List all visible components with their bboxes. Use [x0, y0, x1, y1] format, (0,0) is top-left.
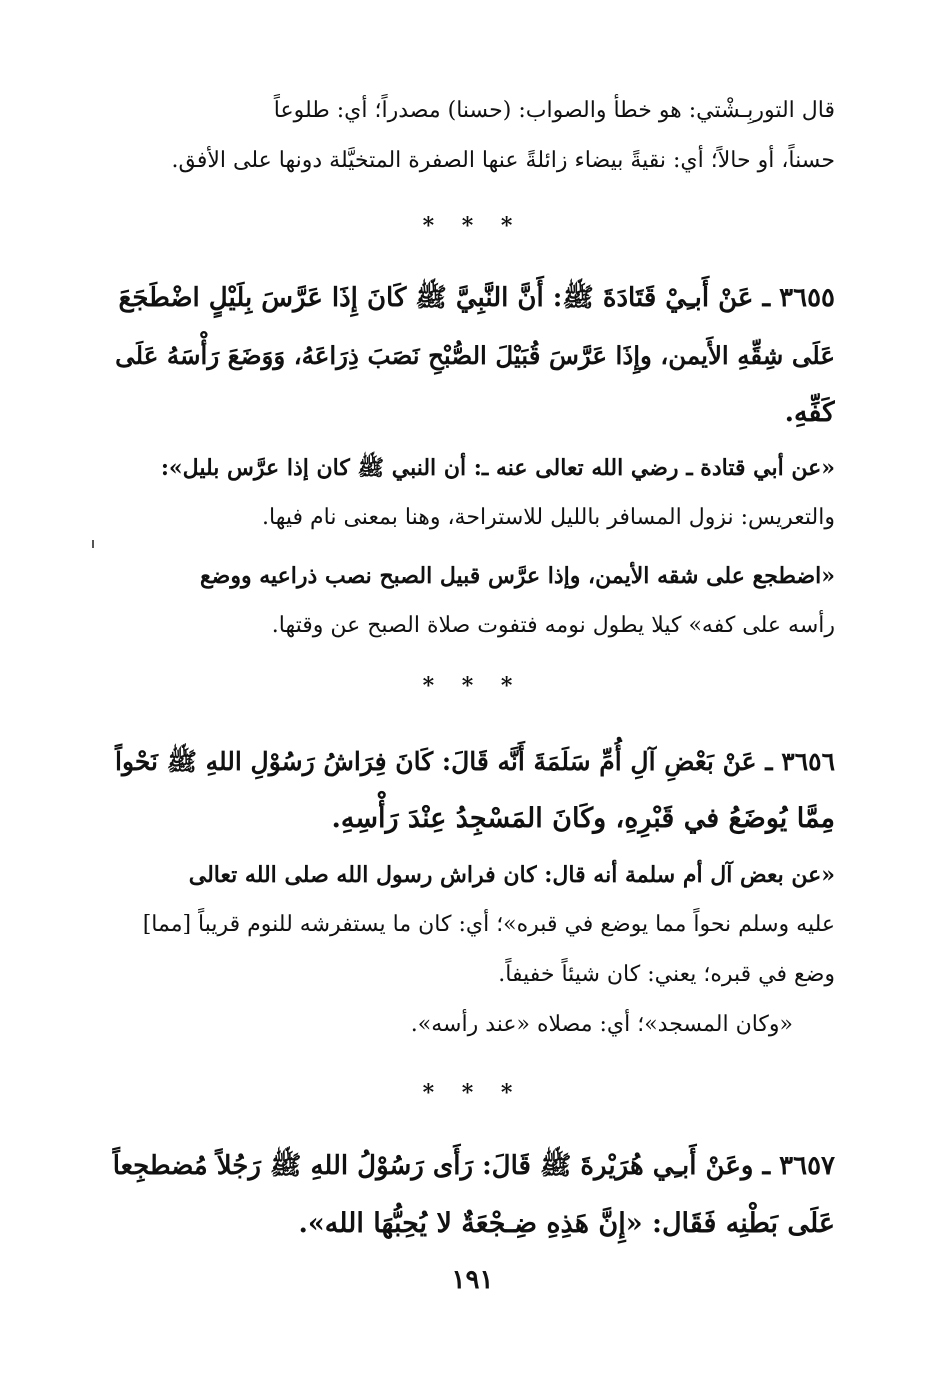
- hadith-3657: [110, 1138, 835, 1252]
- text-line: عليه وسلم نحواً مما يوضع في قبره»؛ أي: كان ما يستفرشه للنوم قريباً [مما]: [142, 912, 835, 937]
- hadith-3655: [110, 270, 835, 441]
- commentary-paragraph: [110, 86, 835, 186]
- page-number: ١٩١: [451, 1265, 494, 1295]
- section-separator: * * *: [422, 1080, 523, 1106]
- text-line: مِمَّا يُوضَعُ في قَبْرِهِ، وكَانَ المَسْجِدُ عِنْدَ رَأْسِهِ.: [331, 803, 835, 834]
- text-line: عَلَى بَطْنِه فَقَال: «إِنَّ هَذِهِ ضِـجْعَةٌ لا يُحِبُّهَا الله».: [298, 1208, 835, 1239]
- text-line: حسناً، أو حالاً؛ أي: نقيةً بيضاء زائلةً عنها الصفرة المتخيَّلة دونها على الأفق.: [171, 148, 835, 173]
- text-line: كَفِّهِ.: [784, 397, 835, 428]
- text-line: رأسه على كفه» كيلا يطول نومه فتفوت صلاة الصبح عن وقتها.: [271, 613, 835, 638]
- text-line: قال التوربِـشْتي: هو خطأ والصواب: (حسنا) مصدراً؛ أي: طلوعاً: [273, 98, 835, 123]
- text-line: ٣٦٥٦ ـ عَنْ بَعْضِ آلِ أُمِّ سَلَمَةَ أَنَّه قَالَ: كَانَ فِرَاشُ رَسُوْلِ اللهِ ﷺ نَحْواً: [115, 747, 835, 776]
- quoted-text-line: «عن أبي قتادة ـ رضي الله تعالى عنه ـ: أن النبي ﷺ كان إذا عرَّس بليل»:: [160, 455, 835, 481]
- text-line: «وكان المسجد»؛ أي: مصلاه «عند رأسه».: [410, 1012, 793, 1037]
- text-line: ٣٦٥٥ ـ عَنْ أَبـِيْ قَتَادَةَ ﷺ: أَنَّ النَّبِيَّ ﷺ كَانَ إِذَا عَرَّسَ بِلَيْلٍ اضْطَجَعَ: [118, 283, 835, 313]
- commentary-paragraph: [110, 850, 835, 1050]
- text-line: ٣٦٥٧ ـ وعَنْ أَبـِي هُرَيْرةَ ﷺ قَالَ: رَأَى رَسُوْلُ اللهِ ﷺ رَجُلاً مُضطجِعاً: [112, 1151, 835, 1181]
- text-line: والتعريس: نزول المسافر بالليل للاستراحة، وهنا بمعنى نام فيها.: [262, 505, 835, 530]
- section-separator: * * *: [422, 673, 523, 699]
- commentary-paragraph: [110, 443, 835, 543]
- text-line: عَلَى شِقِّهِ الأَيمن، وإِذَا عَرَّسَ قُبَيْلَ الصُّبْحِ نَصَبَ ذِرَاعَهُ، وَوَضَعَ رَأْسَهُ عَلَى: [115, 341, 835, 370]
- text-line: وضع في قبره؛ يعني: كان شيئاً خفيفاً.: [498, 962, 835, 987]
- margin-mark: [92, 540, 94, 548]
- hadith-3656: [110, 733, 835, 847]
- commentary-paragraph: [110, 551, 835, 651]
- quoted-text-line: «عن بعض آل أم سلمة أنه قال: كان فراش رسول الله صلى الله تعالى: [188, 862, 835, 888]
- quoted-text-line: «اضطجع على شقه الأيمن، وإذا عرَّس قبيل الصبح نصب ذراعيه ووضع: [199, 563, 835, 589]
- section-separator: * * *: [422, 213, 523, 239]
